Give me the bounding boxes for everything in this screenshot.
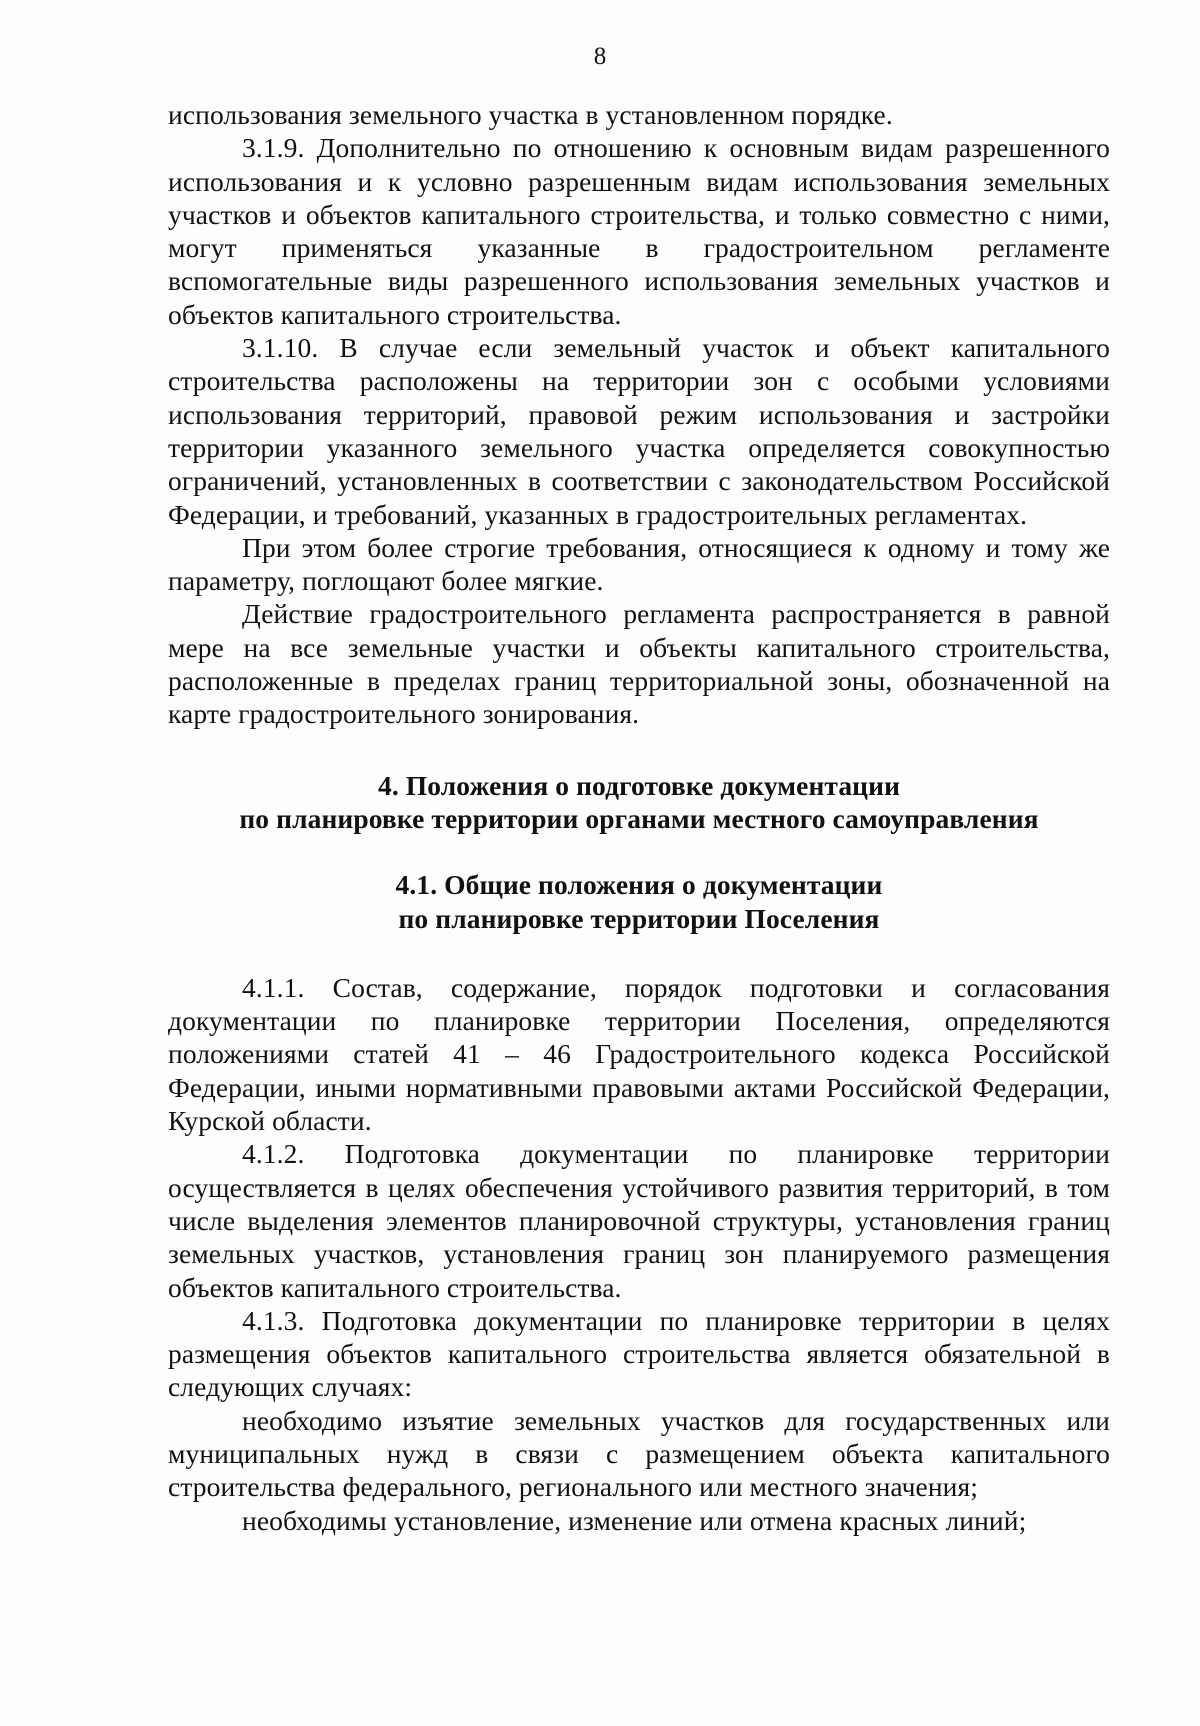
page-number: 8	[593, 43, 607, 70]
section-4-1-heading-line1: 4.1. Общие положения о документации	[395, 869, 883, 901]
paragraph-4-1-3: 4.1.3. Подготовка документации по планировке территории в целях размещения объектов капитального строительства является обязательной в следующих случаях:	[168, 1304, 1110, 1403]
section-4-heading-line2: по планировке территории органами местного самоуправления	[239, 802, 1039, 834]
paragraph-3-1-9: 3.1.9. Дополнительно по отношению к основным видам разрешенного использования и к условно разрешенным видам использования земельных участков и объектов капитального строительства, и только совместно с ними, могут применяться указанные в градостроительном регламенте вспомогательные виды разрешенного использования земельных участков и объектов капитального строительства.	[168, 132, 1110, 330]
section-4-heading-line1: 4. Положения о подготовке документации	[377, 769, 901, 801]
paragraph-4-1-2: 4.1.2. Подготовка документации по планировке территории осуществляется в целях обеспечения устойчивого развития территорий, в том числе выделения элементов планировочной структуры, установления границ земельных участков, установления границ зон планируемого размещения объектов капитального строительства.	[168, 1138, 1110, 1303]
paragraph-case-land-seizure: необходимо изъятие земельных участков для государственных или муниципальных нужд в связи с размещением объекта капитального строительства федерального, регионального или местного значения;	[168, 1404, 1110, 1503]
paragraph-case-red-lines: необходимы установление, изменение или отмена красных линий;	[242, 1504, 1027, 1536]
section-4-1-heading-line2: по планировке территории Поселения	[398, 902, 880, 934]
paragraph-3-1-10: 3.1.10. В случае если земельный участок и объект капитального строительства расположены на территории зон с особыми условиями использования территорий, правовой режим использования и застройки территории указанного земельного участка определяется совокупностью ограничений, установленных в соответствии с законодательством Российской Федерации, и требований, указанных в градостроительных регламентах.	[168, 332, 1110, 530]
section-4-heading	[168, 769, 1110, 836]
paragraph-4-1-1: 4.1.1. Состав, содержание, порядок подготовки и согласования документации по планировке территории Поселения, определяются положениями статей 41 – 46 Градостроительного кодекса Российской Федерации, иными нормативными правовыми актами Российской Федерации, Курской области.	[168, 971, 1110, 1137]
paragraph-regulation-action: Действие градостроительного регламента распространяется в равной мере на все земельные участки и объекты капитального строительства, расположенные в пределах границ территориальной зоны, обозначенной на карте градостроительного зонирования.	[168, 598, 1110, 730]
paragraph-strict-requirements: При этом более строгие требования, относящиеся к одному и тому же параметру, поглощают более мягкие.	[168, 531, 1110, 597]
document-body	[168, 98, 1110, 1537]
paragraph-continuation: использования земельного участка в установленном порядке.	[168, 99, 893, 130]
section-4-1-heading	[168, 868, 1110, 935]
